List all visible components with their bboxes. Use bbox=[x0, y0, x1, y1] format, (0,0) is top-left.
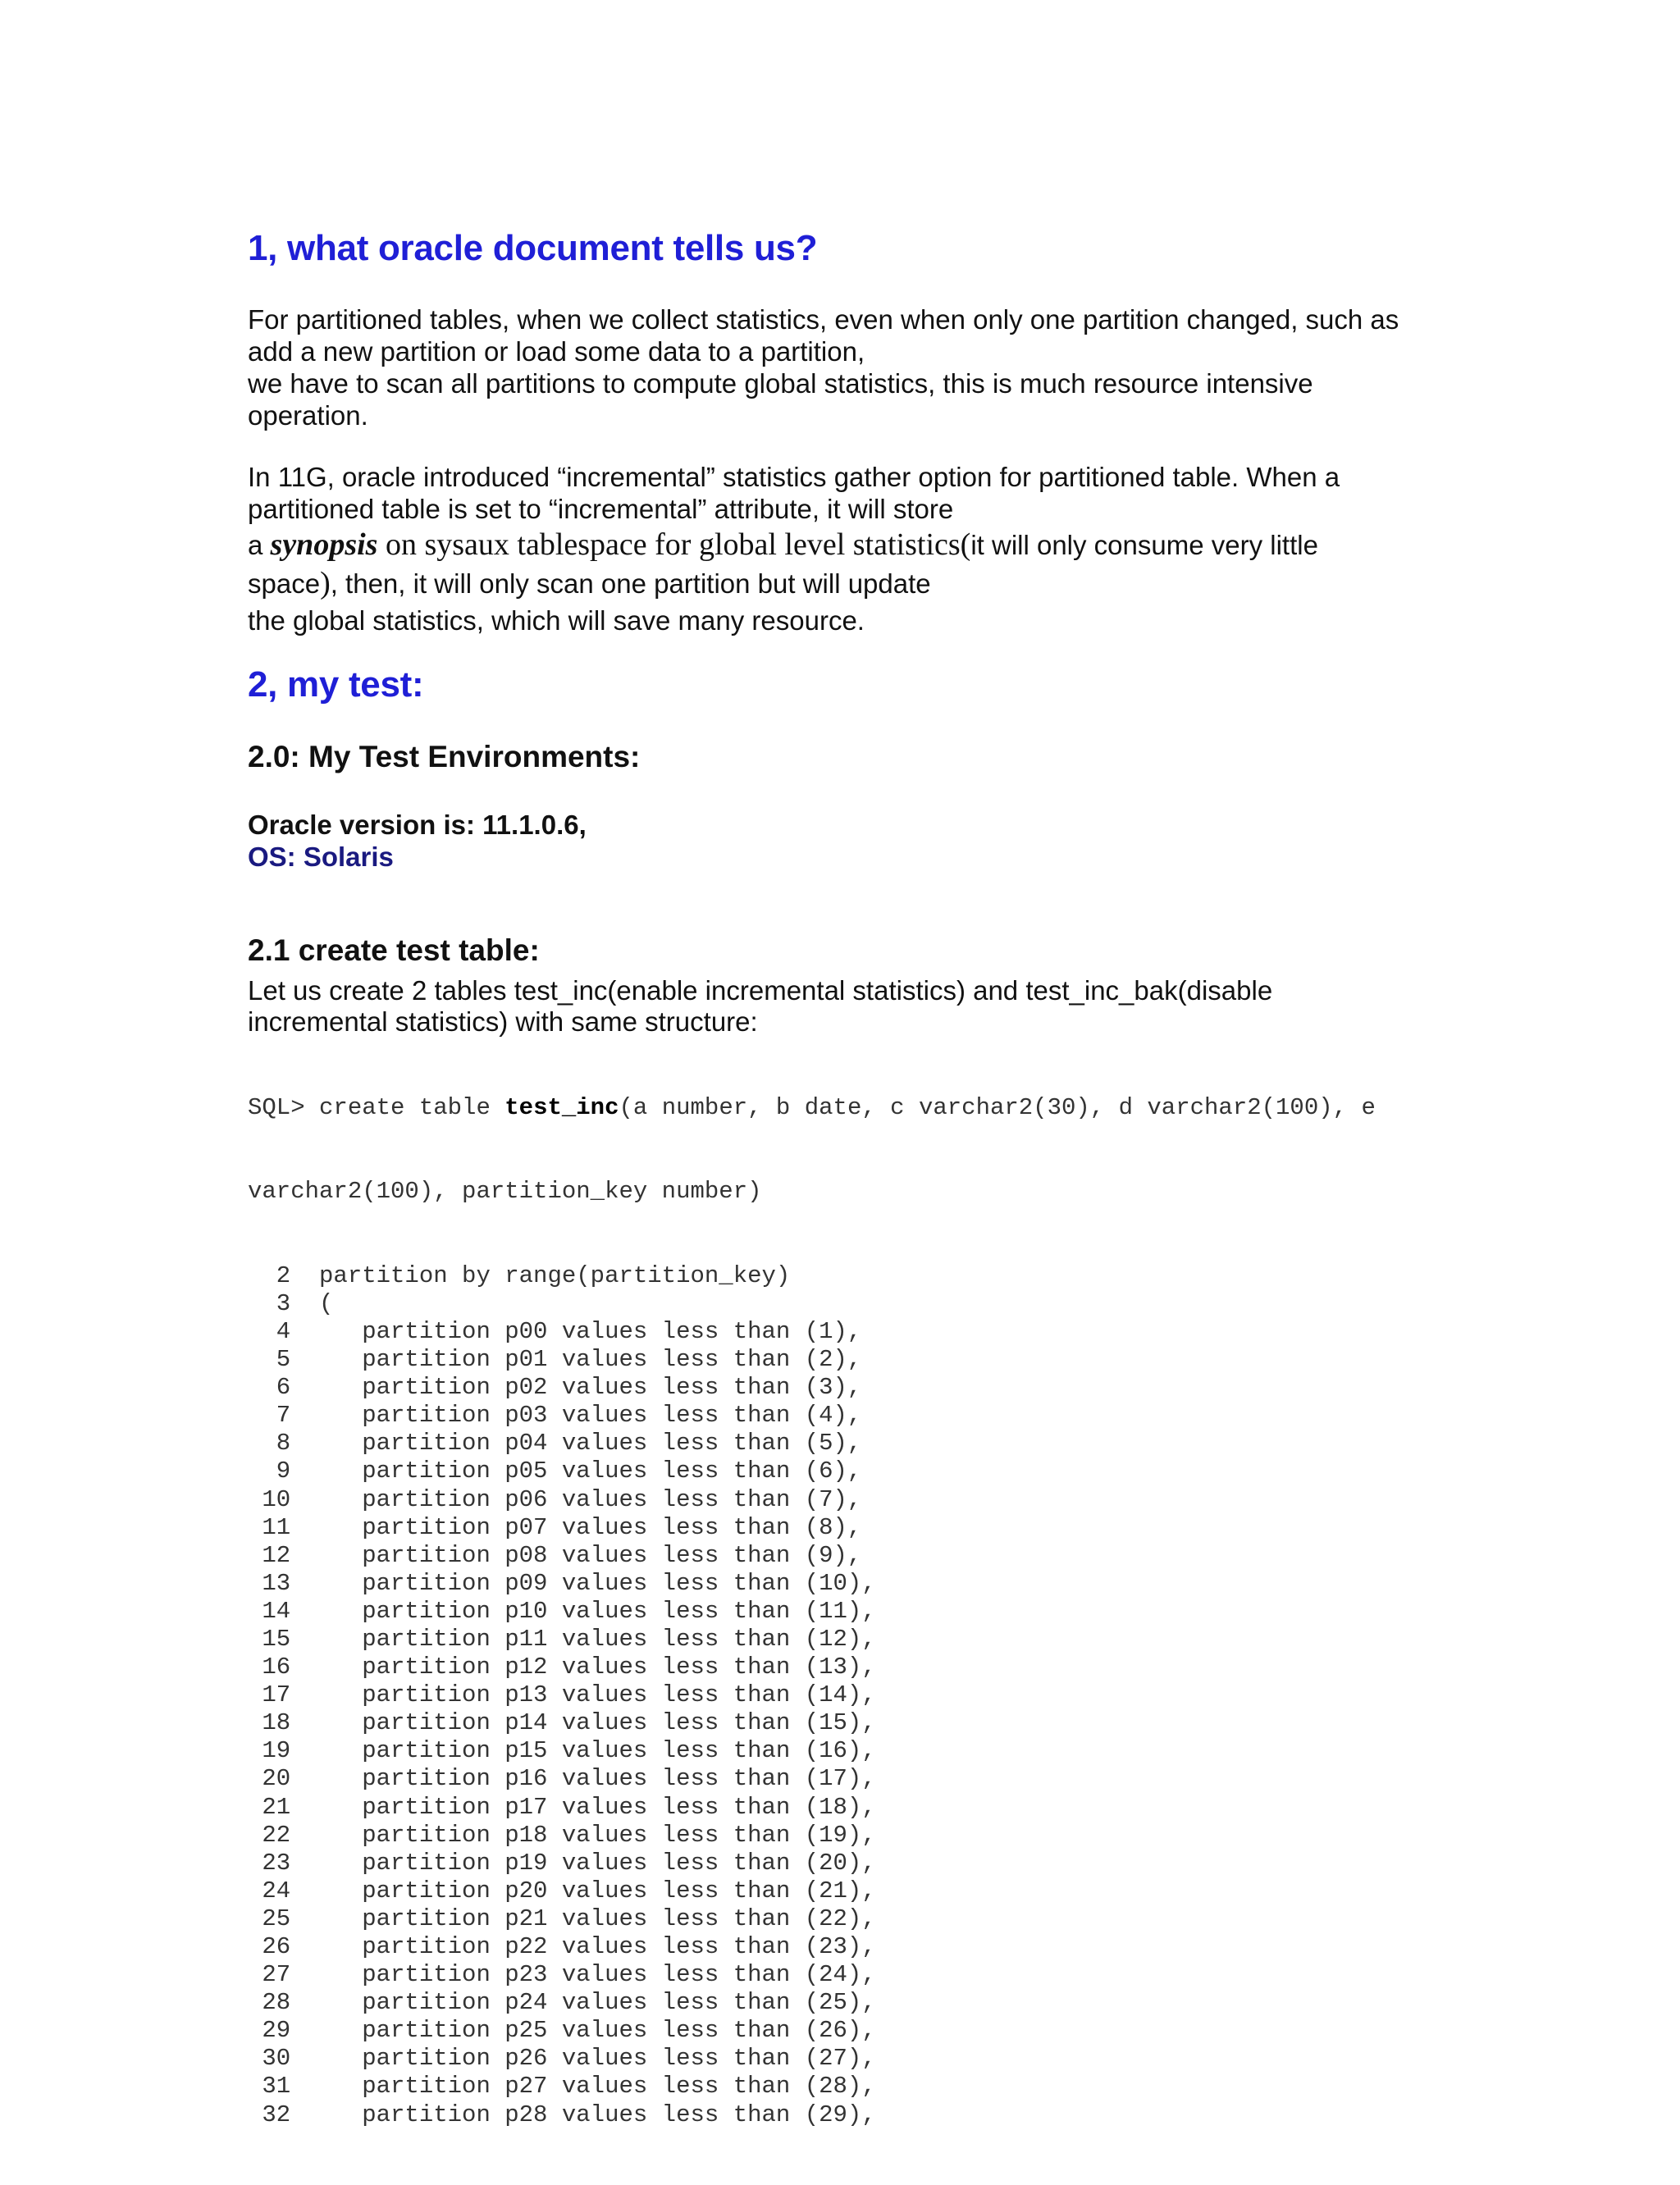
code-line: 13 partition p09 values less than (10), bbox=[248, 1569, 876, 1597]
code-line: 27 partition p23 values less than (24), bbox=[248, 1961, 876, 1989]
paragraph-line: the global statistics, which will save many resource. bbox=[248, 605, 865, 636]
environments-heading: 2.0: My Test Environments: bbox=[248, 740, 641, 773]
text-run: space bbox=[248, 568, 321, 599]
code-text: SQL> create table bbox=[248, 1094, 505, 1122]
code-line: 5 partition p01 values less than (2), bbox=[248, 1346, 862, 1374]
code-line: 14 partition p10 values less than (11), bbox=[248, 1597, 876, 1625]
oracle-version: Oracle version is: 11.1.0.6, bbox=[248, 810, 587, 840]
code-line: 17 partition p13 values less than (14), bbox=[248, 1681, 876, 1709]
code-line: 16 partition p12 values less than (13), bbox=[248, 1654, 876, 1681]
code-line: 6 partition p02 values less than (3), bbox=[248, 1374, 862, 1402]
paragraph-line: incremental statistics) with same structure: bbox=[248, 1006, 758, 1037]
section1-paragraph-2 bbox=[248, 461, 1462, 640]
code-line: 18 partition p14 values less than (15), bbox=[248, 1709, 876, 1737]
code-line: 15 partition p11 values less than (12), bbox=[248, 1625, 876, 1653]
code-line: 2 partition by range(partition_key) bbox=[248, 1261, 791, 1289]
code-line: 19 partition p15 values less than (16), bbox=[248, 1737, 876, 1765]
code-line: 20 partition p16 values less than (17), bbox=[248, 1765, 876, 1793]
code-line: 4 partition p00 values less than (1), bbox=[248, 1317, 862, 1345]
code-line: 21 partition p17 values less than (18), bbox=[248, 1793, 876, 1821]
paragraph-line: partitioned table is set to “incremental” attribute, it will store bbox=[248, 494, 954, 524]
paragraph-line: operation. bbox=[248, 400, 368, 431]
code-line: 25 partition p21 values less than (22), bbox=[248, 1904, 876, 1932]
paragraph-line: we have to scan all partitions to compute global statistics, this is much resource intensive bbox=[248, 368, 1313, 399]
table-name: test_inc bbox=[504, 1094, 619, 1122]
code-line: 32 partition p28 values less than (29), bbox=[248, 2101, 876, 2128]
paragraph-line: In 11G, oracle introduced “incremental” statistics gather option for partitioned table. When a bbox=[248, 462, 1340, 492]
code-line: 24 partition p20 values less than (21), bbox=[248, 1877, 876, 1904]
paragraph-line-synopsis bbox=[248, 525, 1462, 565]
sql-code-block bbox=[248, 1038, 1376, 2185]
code-line bbox=[248, 1094, 1376, 1122]
paragraph-line: add a new partition or load some data to a partition, bbox=[248, 336, 865, 367]
paragraph-line bbox=[248, 565, 1462, 602]
section2-heading: 2, my test: bbox=[248, 664, 424, 705]
environment-info bbox=[248, 809, 1462, 873]
code-lines bbox=[248, 1262, 1376, 2129]
text-run: a bbox=[248, 530, 271, 560]
code-line: 23 partition p19 values less than (20), bbox=[248, 1849, 876, 1877]
code-line: 10 partition p06 values less than (7), bbox=[248, 1485, 862, 1513]
code-line: 29 partition p25 values less than (26), bbox=[248, 2017, 876, 2045]
code-line: 8 partition p04 values less than (5), bbox=[248, 1430, 862, 1457]
code-line: varchar2(100), partition_key number) bbox=[248, 1178, 762, 1206]
code-line: 9 partition p05 values less than (6), bbox=[248, 1457, 862, 1485]
code-line: 26 partition p22 values less than (23), bbox=[248, 1933, 876, 1960]
code-text: (a number, b date, c varchar2(30), d varchar2(100), e bbox=[619, 1094, 1376, 1122]
section1-heading: 1, what oracle document tells us? bbox=[248, 228, 818, 268]
code-line: 12 partition p08 values less than (9), bbox=[248, 1541, 862, 1569]
section1-paragraph-1 bbox=[248, 303, 1462, 431]
serif-text-run: ) bbox=[320, 566, 331, 600]
create-table-description bbox=[248, 975, 1462, 1038]
text-run: it will only consume very little bbox=[970, 530, 1318, 560]
serif-text-run: on sysaux tablespace for global level statistics( bbox=[377, 527, 971, 562]
text-run: , then, it will only scan one partition but will update bbox=[330, 568, 931, 599]
code-line: 31 partition p27 values less than (28), bbox=[248, 2073, 876, 2101]
create-table-heading: 2.1 create test table: bbox=[248, 933, 540, 967]
code-line: 22 partition p18 values less than (19), bbox=[248, 1821, 876, 1849]
code-line: 3 ( bbox=[248, 1289, 334, 1317]
paragraph-line: For partitioned tables, when we collect statistics, even when only one partition changed, such as bbox=[248, 304, 1399, 335]
code-line: 7 partition p03 values less than (4), bbox=[248, 1402, 862, 1430]
synopsis-term: synopsis bbox=[270, 527, 378, 562]
code-line: 30 partition p26 values less than (27), bbox=[248, 2045, 876, 2073]
code-line: 11 partition p07 values less than (8), bbox=[248, 1513, 862, 1541]
paragraph-line: Let us create 2 tables test_inc(enable incremental statistics) and test_inc_bak(disable bbox=[248, 975, 1273, 1006]
os-info: OS: Solaris bbox=[248, 842, 394, 872]
code-line: 28 partition p24 values less than (25), bbox=[248, 1989, 876, 2017]
